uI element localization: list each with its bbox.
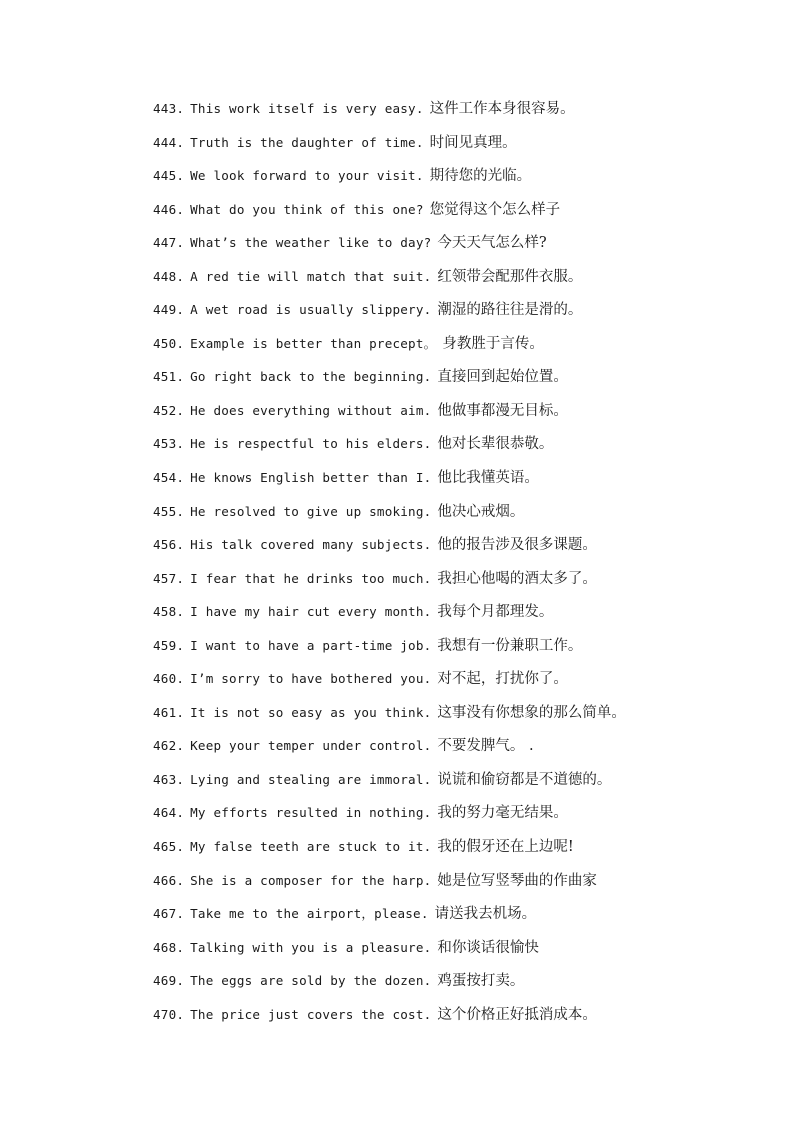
chinese-translation: 他比我懂英语。 <box>437 470 539 487</box>
english-sentence: Truth is the daughter of time. <box>190 134 424 150</box>
english-sentence: The eggs are sold by the dozen. <box>190 973 432 989</box>
sentence-number: 456. <box>153 537 185 553</box>
sentence-number: 460. <box>153 671 185 687</box>
chinese-translation: 鸡蛋按打卖。 <box>437 973 525 990</box>
english-sentence: He resolved to give up smoking. <box>190 503 432 519</box>
sentence-464 <box>153 801 626 835</box>
chinese-translation: 直接回到起始位置。 <box>437 369 568 386</box>
sentence-453 <box>153 432 626 466</box>
sentence-454 <box>153 466 626 500</box>
sentence-456 <box>153 533 626 567</box>
sentence-449 <box>153 298 626 332</box>
sentence-number: 448. <box>153 268 185 284</box>
sentence-number: 445. <box>153 168 185 184</box>
sentence-number: 444. <box>153 134 185 150</box>
english-sentence: He is respectful to his elders. <box>190 436 432 452</box>
sentence-number: 458. <box>153 604 185 620</box>
english-sentence: She is a composer for the harp. <box>190 872 432 888</box>
sentence-list <box>153 97 626 1036</box>
sentence-457 <box>153 567 626 601</box>
english-sentence: Go right back to the beginning. <box>190 369 432 385</box>
sentence-462 <box>153 734 626 768</box>
english-sentence: The price just covers the cost. <box>190 1006 432 1022</box>
chinese-translation: 潮湿的路往往是滑的。 <box>437 302 583 319</box>
english-sentence: We look forward to your visit. <box>190 168 424 184</box>
sentence-number: 457. <box>153 570 185 586</box>
sentence-number: 462. <box>153 738 185 754</box>
sentence-444 <box>153 131 626 165</box>
sentence-number: 451. <box>153 369 185 385</box>
english-sentence: My false teeth are stuck to it. <box>190 839 432 855</box>
sentence-448 <box>153 265 626 299</box>
sentence-number: 453. <box>153 436 185 452</box>
english-sentence: He knows English better than I. <box>190 470 432 486</box>
sentence-445 <box>153 164 626 198</box>
chinese-translation: 不要发脾气。 . <box>437 738 534 755</box>
chinese-translation: 我的努力毫无结果。 <box>437 805 568 822</box>
chinese-translation: 她是位写竖琴曲的作曲家 <box>437 872 597 889</box>
chinese-translation: 您觉得这个怎么样子 <box>429 201 561 218</box>
sentence-number: 455. <box>153 503 185 519</box>
sentence-470 <box>153 1003 626 1037</box>
sentence-460 <box>153 667 626 701</box>
english-sentence: I have my hair cut every month. <box>190 604 432 620</box>
sentence-number: 443. <box>153 101 185 116</box>
sentence-451 <box>153 365 626 399</box>
sentence-number: 452. <box>153 402 185 418</box>
sentence-463 <box>153 768 626 802</box>
chinese-translation: 他对长辈很恭敬。 <box>437 436 554 453</box>
chinese-translation: 我担心他喝的酒太多了。 <box>437 570 597 587</box>
sentence-455 <box>153 500 626 534</box>
chinese-translation: 他的报告涉及很多课题。 <box>437 537 597 554</box>
english-sentence: My efforts resulted in nothing. <box>190 805 432 821</box>
sentence-467 <box>153 902 626 936</box>
sentence-number: 470. <box>153 1006 185 1022</box>
sentence-number: 461. <box>153 704 185 720</box>
sentence-number: 465. <box>153 839 185 855</box>
english-sentence: Lying and stealing are immoral. <box>190 771 432 787</box>
sentence-452 <box>153 399 626 433</box>
sentence-number: 459. <box>153 637 185 653</box>
english-sentence: His talk covered many subjects. <box>190 537 432 553</box>
sentence-465 <box>153 835 626 869</box>
sentence-458 <box>153 600 626 634</box>
english-sentence: It is not so easy as you think. <box>190 704 432 720</box>
chinese-translation: 这事没有你想象的那么简单。 <box>437 704 626 721</box>
english-sentence: Talking with you is a pleasure. <box>190 939 432 955</box>
sentence-459 <box>153 634 626 668</box>
chinese-translation: 我每个月都理发。 <box>437 604 554 621</box>
chinese-translation: 我的假牙还在上边呢! <box>437 839 574 856</box>
sentence-468 <box>153 936 626 970</box>
english-sentence: I’m sorry to have bothered you. <box>190 671 432 687</box>
english-sentence: What’s the weather like to day? <box>190 235 432 251</box>
chinese-translation: 说谎和偷窃都是不道德的。 <box>437 771 612 788</box>
sentence-446 <box>153 198 626 232</box>
english-sentence: Example is better than precept。 <box>190 335 437 351</box>
english-sentence: A red tie will match that suit. <box>190 268 432 284</box>
english-sentence: Take me to the airport，please. <box>190 906 429 922</box>
english-sentence: I fear that he drinks too much. <box>190 570 432 586</box>
chinese-translation: 这件工作本身很容易。 <box>429 101 575 117</box>
english-sentence: I want to have a part-time job. <box>190 637 432 653</box>
sentence-number: 446. <box>153 201 185 217</box>
sentence-461 <box>153 701 626 735</box>
english-sentence: What do you think of this one? <box>190 201 424 217</box>
sentence-number: 449. <box>153 302 185 318</box>
sentence-447 <box>153 231 626 265</box>
sentence-number: 463. <box>153 771 185 787</box>
chinese-translation: 对不起，打扰你了。 <box>437 671 568 688</box>
sentence-number: 467. <box>153 906 185 922</box>
chinese-translation: 红领带会配那件衣服。 <box>437 268 583 285</box>
chinese-translation: 身教胜于言传。 <box>442 335 544 352</box>
sentence-469 <box>153 969 626 1003</box>
sentence-450 <box>153 332 626 366</box>
sentence-466 <box>153 869 626 903</box>
chinese-translation: 期待您的光临。 <box>429 168 532 185</box>
sentence-number: 447. <box>153 235 185 251</box>
chinese-translation: 他决心戒烟。 <box>437 503 525 520</box>
chinese-translation: 我想有一份兼职工作。 <box>437 637 583 654</box>
chinese-translation: 这个价格正好抵消成本。 <box>437 1006 597 1023</box>
sentence-number: 464. <box>153 805 185 821</box>
english-sentence: This work itself is very easy. <box>190 101 424 116</box>
chinese-translation: 他做事都漫无目标。 <box>437 402 568 419</box>
sentence-number: 469. <box>153 973 185 989</box>
sentence-number: 450. <box>153 335 185 351</box>
sentence-number: 466. <box>153 872 185 888</box>
chinese-translation: 时间见真理。 <box>429 134 517 151</box>
sentence-number: 468. <box>153 939 185 955</box>
sentence-443 <box>153 97 626 131</box>
chinese-translation: 请送我去机场。 <box>434 906 537 923</box>
sentence-number: 454. <box>153 470 185 486</box>
english-sentence: He does everything without aim. <box>190 402 432 418</box>
chinese-translation: 今天天气怎么样? <box>437 235 547 252</box>
chinese-translation: 和你谈话很愉快 <box>437 939 539 956</box>
english-sentence: Keep your temper under control. <box>190 738 432 754</box>
english-sentence: A wet road is usually slippery. <box>190 302 432 318</box>
